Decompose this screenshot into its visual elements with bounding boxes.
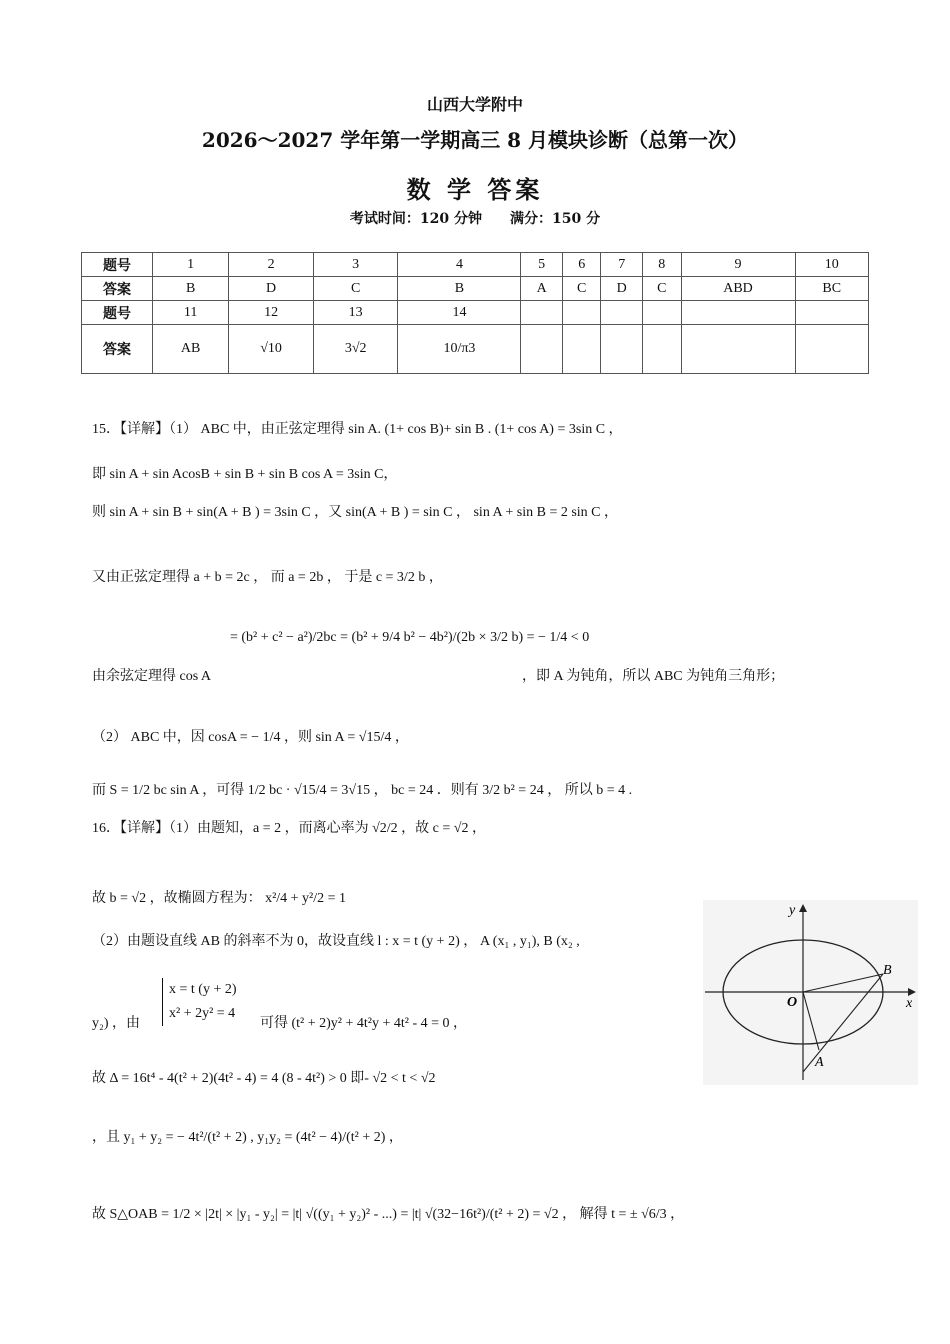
table-cell: 3√2 [313, 325, 398, 374]
table-cell: C [562, 277, 601, 301]
table-row [82, 325, 869, 374]
table-row [82, 253, 869, 277]
q15-line-3: 则 sin A + sin B + sin(A + B ) = 3sin C ，又 sin(A + B ) = sin C ， sin A + sin B = 2 sin C ， [92, 505, 619, 520]
table-cell: 10 [795, 253, 869, 277]
table-cell: 7 [601, 253, 642, 277]
school-name: 山西大学附中 [426, 95, 523, 114]
subject-title: 数 学 答案 [406, 175, 544, 204]
table-cell [681, 301, 795, 325]
q16-line-6: ，且 y₁ + y₂ = − 4t²/(t² + 2) , y₁y₂ = (4t² − 4)/(t² + 2) ， [92, 1130, 403, 1145]
q15-line-1: 15．【详解】（1） ABC 中，由正弦定理得 sin A. (1+ cos B)+ sin B . (1+ cos A) = 3sin C ， [92, 422, 623, 437]
table-cell: 12 [229, 301, 314, 325]
table-cell [521, 301, 562, 325]
table-cell: √10 [229, 325, 314, 374]
exam-meta: 考试时间：120 分钟 满分：150 分 [349, 211, 601, 227]
table-cell: 9 [681, 253, 795, 277]
q16-line-5: 故 Δ = 16t⁴ - 4(t² + 2)(4t² - 4) = 4 (8 - 4t²) > 0 即- √2 < t < √2 [92, 1071, 436, 1086]
table-cell: B [398, 277, 521, 301]
table-row [82, 277, 869, 301]
table-cell [601, 301, 642, 325]
table-cell [795, 325, 869, 374]
label-no: 题号 [82, 253, 153, 277]
table-cell: C [313, 277, 398, 301]
table-cell: 10/π3 [398, 325, 521, 374]
answer-table [81, 252, 869, 374]
q16-line-2: 故 b = √2 ，故椭圆方程为： x²/4 + y²/2 = 1 [92, 891, 347, 906]
table-cell [795, 301, 869, 325]
q15-line-6: （2） ABC 中，因 cosA = − 1/4 ，则 sin A = √15/4 ， [92, 730, 409, 745]
exam-title: 2026～2027 学年第一学期高三 8 月模块诊断（总第一次） [201, 128, 749, 152]
table-cell: 14 [398, 301, 521, 325]
q16-line-3: （2）由题设直线 AB 的斜率不为 0，故设直线 l : x = t (y + 2) ， A (x₁ , y₁), B (x₂ , [92, 934, 580, 949]
system-eq-1: x = t (y + 2) [169, 982, 237, 997]
q15-line-5c: ，即 A 为钝角，所以 ABC 为钝角三角形； [522, 669, 785, 684]
label-ans: 答案 [82, 277, 153, 301]
table-cell: BC [795, 277, 869, 301]
table-cell [601, 325, 642, 374]
point-b-label: B [883, 963, 892, 978]
table-cell: D [601, 277, 642, 301]
table-cell: C [642, 277, 681, 301]
q15-line-5a: 由余弦定理得 cos A [92, 669, 211, 684]
table-cell [642, 325, 681, 374]
table-cell: AB [153, 325, 229, 374]
ellipse-figure [703, 900, 918, 1085]
table-cell [562, 301, 601, 325]
table-cell: 13 [313, 301, 398, 325]
q15-line-2: 即 sin A + sin AcosB + sin B + sin B cos A = 3sin C， [92, 467, 398, 482]
table-cell [642, 301, 681, 325]
table-cell: 5 [521, 253, 562, 277]
origin-label: O [787, 995, 798, 1010]
label-no: 题号 [82, 301, 153, 325]
table-cell: 3 [313, 253, 398, 277]
table-cell [521, 325, 562, 374]
table-cell: 11 [153, 301, 229, 325]
table-cell [562, 325, 601, 374]
table-cell: 6 [562, 253, 601, 277]
table-cell: 8 [642, 253, 681, 277]
q16-line-4b: 可得 (t² + 2)y² + 4t²y + 4t² - 4 = 0 ， [260, 1016, 468, 1031]
table-cell [681, 325, 795, 374]
label-ans: 答案 [82, 325, 153, 374]
q16-line-7: 故 S△OAB = 1/2 × |2t| × |y₁ - y₂| = |t| √((y₁ + y₂)² - ...) = |t| √(32−16t²)/(t² + 2) = √2 ， 解得 t = ± √6/3 ， [92, 1207, 685, 1222]
table-cell: B [153, 277, 229, 301]
table-cell: 4 [398, 253, 521, 277]
table-cell: ABD [681, 277, 795, 301]
table-row [82, 301, 869, 325]
system-eq-2: x² + 2y² = 4 [169, 1006, 236, 1021]
q15-line-7: 而 S = 1/2 bc sin A ，可得 1/2 bc · √15/4 = 3√15 ， bc = 24 ．则有 3/2 b² = 24 ， 所以 b = 4 . [92, 783, 633, 798]
table-cell: D [229, 277, 314, 301]
table-cell: 2 [229, 253, 314, 277]
q15-cos-formula: = (b² + c² − a²)/2bc = (b² + 9/4 b² − 4b²)/(2b × 3/2 b) = − 1/4 < 0 [230, 630, 590, 645]
point-a-label: A [815, 1055, 824, 1070]
x-axis-label: x [906, 996, 913, 1011]
table-cell: A [521, 277, 562, 301]
q16-line-1: 16．【详解】（1）由题知，a = 2 ，而离心率为 √2/2 ，故 c = √2 ， [92, 821, 486, 836]
q16-equation-system [162, 978, 237, 1026]
q15-line-4: 又由正弦定理得 a + b = 2c ， 而 a = 2b ， 于是 c = 3/2 b ， [92, 570, 443, 585]
q16-line-4a: y₂) ，由 [92, 1016, 141, 1031]
y-axis-label: y [789, 903, 796, 918]
table-cell: 1 [153, 253, 229, 277]
